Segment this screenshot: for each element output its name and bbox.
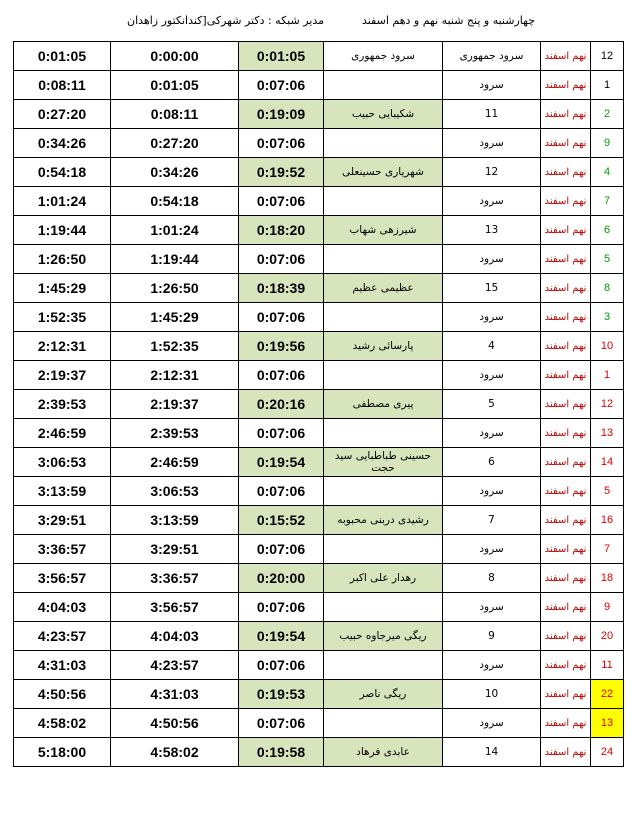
table-row [14,274,624,303]
start-time-cell: 1:52:35 [111,332,239,361]
row-number-cell: 10 [591,332,624,361]
start-time-cell: 4:04:03 [111,622,239,651]
player-name-cell [324,71,443,100]
start-time-cell: 0:08:11 [111,100,239,129]
player-name-cell: شکیبایی حبیب [324,100,443,129]
duration-cell: 0:07:06 [239,187,324,216]
start-time-cell: 2:12:31 [111,361,239,390]
row-number-cell: 13 [591,419,624,448]
row-number-cell: 2 [591,100,624,129]
start-time-cell: 1:19:44 [111,245,239,274]
duration-cell: 0:19:54 [239,448,324,477]
end-time-cell: 0:01:05 [14,42,111,71]
duration-cell: 0:15:52 [239,506,324,535]
item-cell: 4 [443,332,541,361]
player-name-cell [324,709,443,738]
start-time-cell: 1:45:29 [111,303,239,332]
end-time-cell: 4:23:57 [14,622,111,651]
player-name-cell [324,419,443,448]
duration-cell: 0:19:53 [239,680,324,709]
start-time-cell: 0:34:26 [111,158,239,187]
item-cell: 6 [443,448,541,477]
row-number-cell: 6 [591,216,624,245]
item-cell: 11 [443,100,541,129]
player-name-cell: سرود جمهوری [324,42,443,71]
item-cell: سرود [443,303,541,332]
table-row [14,361,624,390]
duration-cell: 0:18:39 [239,274,324,303]
table-row [14,419,624,448]
row-number-cell: 1 [591,361,624,390]
schedule-rows [14,42,624,767]
day-cell: نهم اسفند [541,100,591,129]
row-number-cell: 12 [591,42,624,71]
row-number-cell: 14 [591,448,624,477]
day-cell: نهم اسفند [541,187,591,216]
day-cell: نهم اسفند [541,564,591,593]
row-number-cell: 9 [591,129,624,158]
duration-cell: 0:19:52 [239,158,324,187]
table-row [14,622,624,651]
row-number-cell: 9 [591,593,624,622]
end-time-cell: 5:18:00 [14,738,111,767]
end-time-cell: 3:13:59 [14,477,111,506]
duration-cell: 0:07:06 [239,419,324,448]
player-name-cell: عابدی فرهاد [324,738,443,767]
player-name-cell [324,477,443,506]
duration-cell: 0:19:56 [239,332,324,361]
day-cell: نهم اسفند [541,709,591,738]
player-name-cell [324,187,443,216]
day-cell: نهم اسفند [541,651,591,680]
duration-cell: 0:07:06 [239,71,324,100]
duration-cell: 0:19:54 [239,622,324,651]
table-row [14,216,624,245]
table-row [14,42,624,71]
start-time-cell: 3:56:57 [111,593,239,622]
table-row [14,129,624,158]
player-name-cell: ریگی میرجاوه حبیب [324,622,443,651]
player-name-cell: پارسائی رشید [324,332,443,361]
item-cell: 5 [443,390,541,419]
duration-cell: 0:07:06 [239,651,324,680]
item-cell: 7 [443,506,541,535]
day-cell: نهم اسفند [541,245,591,274]
player-name-cell: رشیدی دربنی محبوبه [324,506,443,535]
end-time-cell: 1:26:50 [14,245,111,274]
item-cell: سرود [443,129,541,158]
player-name-cell [324,361,443,390]
table-row [14,477,624,506]
item-cell: سرود [443,651,541,680]
player-name-cell: ریگی ناصر [324,680,443,709]
start-time-cell: 3:06:53 [111,477,239,506]
row-number-cell: 22 [591,680,624,709]
item-cell: سرود [443,361,541,390]
row-number-cell: 5 [591,245,624,274]
table-row [14,390,624,419]
row-number-cell: 7 [591,535,624,564]
end-time-cell: 1:01:24 [14,187,111,216]
start-time-cell: 4:50:56 [111,709,239,738]
row-number-cell: 20 [591,622,624,651]
day-cell: نهم اسفند [541,680,591,709]
start-time-cell: 3:13:59 [111,506,239,535]
table-row [14,564,624,593]
item-cell: سرود [443,535,541,564]
table-row [14,593,624,622]
duration-cell: 0:07:06 [239,361,324,390]
item-cell: سرود [443,477,541,506]
row-number-cell: 1 [591,71,624,100]
day-cell: نهم اسفند [541,274,591,303]
page-header [0,0,627,41]
day-cell: نهم اسفند [541,361,591,390]
player-name-cell: شیرزهی شهاب [324,216,443,245]
start-time-cell: 1:26:50 [111,274,239,303]
item-cell: سرود [443,593,541,622]
row-number-cell: 7 [591,187,624,216]
item-cell: 8 [443,564,541,593]
row-number-cell: 11 [591,651,624,680]
item-cell: 9 [443,622,541,651]
start-time-cell: 4:31:03 [111,680,239,709]
table-row [14,332,624,361]
table-row [14,680,624,709]
day-cell: نهم اسفند [541,477,591,506]
start-time-cell: 0:01:05 [111,71,239,100]
duration-cell: 0:07:06 [239,477,324,506]
end-time-cell: 0:08:11 [14,71,111,100]
duration-cell: 0:19:58 [239,738,324,767]
day-cell: نهم اسفند [541,71,591,100]
player-name-cell [324,245,443,274]
table-row [14,187,624,216]
end-time-cell: 1:52:35 [14,303,111,332]
item-cell: 14 [443,738,541,767]
end-time-cell: 0:54:18 [14,158,111,187]
row-number-cell: 12 [591,390,624,419]
item-cell: 13 [443,216,541,245]
start-time-cell: 3:36:57 [111,564,239,593]
table-row [14,303,624,332]
row-number-cell: 16 [591,506,624,535]
end-time-cell: 0:34:26 [14,129,111,158]
end-time-cell: 3:56:57 [14,564,111,593]
table-row [14,709,624,738]
player-name-cell [324,303,443,332]
player-name-cell: شهریاری حسینعلی [324,158,443,187]
table-row [14,651,624,680]
end-time-cell: 2:39:53 [14,390,111,419]
table-row [14,100,624,129]
day-cell: نهم اسفند [541,738,591,767]
player-name-cell [324,535,443,564]
start-time-cell: 3:29:51 [111,535,239,564]
day-cell: نهم اسفند [541,419,591,448]
start-time-cell: 2:19:37 [111,390,239,419]
day-cell: نهم اسفند [541,535,591,564]
duration-cell: 0:07:06 [239,303,324,332]
player-name-cell [324,651,443,680]
item-cell: 15 [443,274,541,303]
table-row [14,506,624,535]
schedule-title: چهارشنبه و پنج شنبه نهم و دهم اسفند [361,14,535,27]
player-name-cell: رهدار علی اکبر [324,564,443,593]
duration-cell: 0:07:06 [239,245,324,274]
start-time-cell: 4:23:57 [111,651,239,680]
end-time-cell: 2:12:31 [14,332,111,361]
duration-cell: 0:07:06 [239,593,324,622]
end-time-cell: 3:29:51 [14,506,111,535]
start-time-cell: 0:27:20 [111,129,239,158]
row-number-cell: 8 [591,274,624,303]
row-number-cell: 13 [591,709,624,738]
duration-cell: 0:01:05 [239,42,324,71]
day-cell: نهم اسفند [541,158,591,187]
table-row [14,738,624,767]
day-cell: نهم اسفند [541,593,591,622]
duration-cell: 0:19:09 [239,100,324,129]
player-name-cell: حسینی طباطبایی سید حجت [324,448,443,477]
end-time-cell: 1:19:44 [14,216,111,245]
item-cell: 10 [443,680,541,709]
end-time-cell: 4:50:56 [14,680,111,709]
end-time-cell: 2:46:59 [14,419,111,448]
schedule-table [13,41,624,767]
end-time-cell: 4:04:03 [14,593,111,622]
item-cell: سرود [443,71,541,100]
row-number-cell: 3 [591,303,624,332]
start-time-cell: 4:58:02 [111,738,239,767]
day-cell: نهم اسفند [541,390,591,419]
end-time-cell: 1:45:29 [14,274,111,303]
day-cell: نهم اسفند [541,332,591,361]
end-time-cell: 2:19:37 [14,361,111,390]
duration-cell: 0:07:06 [239,129,324,158]
end-time-cell: 4:31:03 [14,651,111,680]
player-name-cell [324,129,443,158]
duration-cell: 0:20:00 [239,564,324,593]
day-cell: نهم اسفند [541,129,591,158]
row-number-cell: 4 [591,158,624,187]
item-cell: سرود [443,419,541,448]
network-manager: مدیر شبکه : دکتر شهرکی[کندانکتور زاهدان [127,14,324,27]
day-cell: نهم اسفند [541,303,591,332]
day-cell: نهم اسفند [541,448,591,477]
duration-cell: 0:07:06 [239,535,324,564]
duration-cell: 0:18:20 [239,216,324,245]
duration-cell: 0:07:06 [239,709,324,738]
start-time-cell: 0:54:18 [111,187,239,216]
player-name-cell: پیری مصطفی [324,390,443,419]
start-time-cell: 0:00:00 [111,42,239,71]
day-cell: نهم اسفند [541,216,591,245]
item-cell: سرود [443,709,541,738]
table-row [14,535,624,564]
player-name-cell: عظیمی عظیم [324,274,443,303]
day-cell: نهم اسفند [541,506,591,535]
end-time-cell: 3:06:53 [14,448,111,477]
item-cell: سرود [443,245,541,274]
item-cell: سرود جمهوری [443,42,541,71]
end-time-cell: 3:36:57 [14,535,111,564]
table-row [14,448,624,477]
item-cell: سرود [443,187,541,216]
end-time-cell: 4:58:02 [14,709,111,738]
start-time-cell: 1:01:24 [111,216,239,245]
table-row [14,245,624,274]
row-number-cell: 24 [591,738,624,767]
row-number-cell: 5 [591,477,624,506]
end-time-cell: 0:27:20 [14,100,111,129]
day-cell: نهم اسفند [541,42,591,71]
player-name-cell [324,593,443,622]
table-row [14,71,624,100]
item-cell: 12 [443,158,541,187]
day-cell: نهم اسفند [541,622,591,651]
start-time-cell: 2:46:59 [111,448,239,477]
start-time-cell: 2:39:53 [111,419,239,448]
row-number-cell: 18 [591,564,624,593]
table-row [14,158,624,187]
duration-cell: 0:20:16 [239,390,324,419]
